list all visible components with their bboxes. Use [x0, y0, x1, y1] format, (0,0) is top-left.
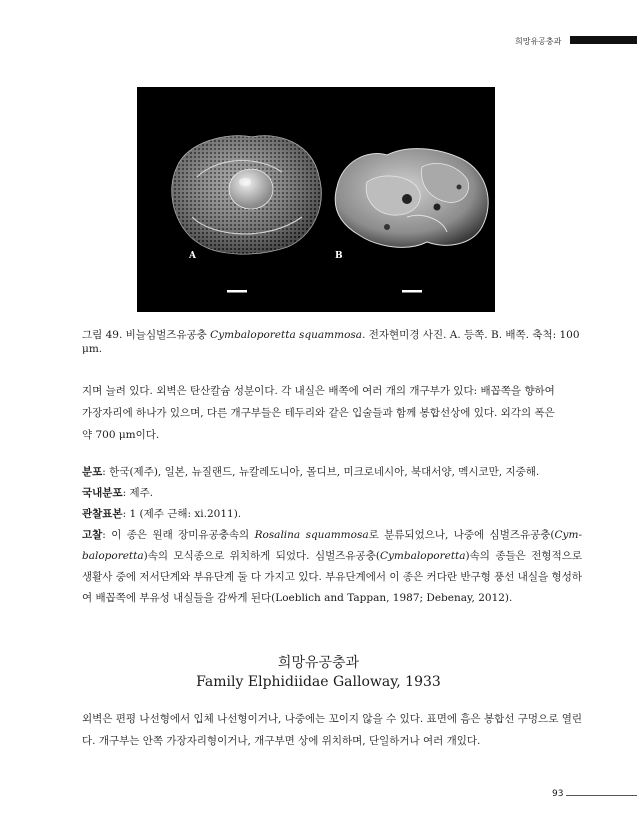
- description-line-1: 지며 늘려 있다. 외벽은 탄산칼슘 성분이다. 각 내실은 배쪽에 여러 개의 개구부가 있다: 배꼽쪽을 향하여: [82, 385, 555, 397]
- remarks-genus-2b: baloporetta: [82, 550, 144, 562]
- section-title-korean: 희망유공충과: [277, 655, 360, 671]
- remarks-genus-2a: Cym-: [554, 529, 582, 541]
- caption-species: Cymbaloporetta squammosa: [210, 329, 363, 341]
- figure-label-a: A: [189, 251, 196, 261]
- specimen-text: : 1 (제주 근해: xi.2011).: [122, 508, 242, 520]
- sem-figure: [137, 87, 495, 312]
- specimen-a-dorsal: [172, 136, 321, 254]
- distribution-label: 분포: [82, 466, 103, 478]
- family-description: 외벽은 편평 나선형에서 입체 나선형이거나, 나중에는 꼬이지 않을 수 있다. 표면에 흠은 봉합선 구멍으로 열린다. 개구부는 안쪽 가장자리형이거나, 개구부면 상에 위치하며, 단일하거나 여러 개있다.: [82, 713, 582, 747]
- domestic-entry: [82, 483, 582, 504]
- sem-micrographs: [137, 87, 495, 312]
- description-paragraph: [82, 380, 582, 446]
- remarks-text-3: )속의 모식종으로 위치하게 되었다. 심벌즈유공충(: [143, 550, 380, 562]
- caption-prefix: 그림 49. 비늘심벌즈유공충: [82, 329, 211, 341]
- description-line-3: 약 700 μm이다.: [82, 429, 160, 441]
- remarks-genus-3: Cymbaloporetta: [379, 550, 466, 562]
- remarks-text-1: : 이 종은 원래 장미유공충속의: [102, 529, 255, 541]
- domestic-label: 국내분포: [82, 487, 123, 499]
- page-number: 93: [552, 789, 564, 799]
- scale-bar-b: [402, 290, 422, 293]
- specimen-entry: [82, 504, 582, 525]
- remarks-text-2: 로 분류되었으나, 나중에 심벌즈유공충(: [368, 529, 555, 541]
- figure-caption: [82, 328, 582, 356]
- domestic-text: : 제주.: [122, 487, 154, 499]
- remarks-label: 고찰: [82, 529, 103, 541]
- distribution-entry: [82, 462, 582, 483]
- running-header: 희망유공충과: [515, 37, 562, 46]
- description-line-2: 가장자리에 하나가 있으며, 다른 개구부들은 테두리와 같은 입술들과 함께 봉합선상에 있다. 외각의 폭은: [82, 407, 555, 419]
- remarks-genus-1: Rosalina squammosa: [254, 529, 369, 541]
- caption-suffix: . 전자현미경 사진. A. 등쪽. B. 배쪽. 축척: 100 μm.: [82, 329, 580, 355]
- remarks-text-4: )속의 종들은 전형적으로 생활사 중에 저서단계와 부유단계 둘 다 가지고 있다. 부유단계에서 이 종은 커다란 반구형 풍선 내실을 형성하여 배꼽쪽에 부유성 내실들을 감싸게 된다(Loeblich and Tappan, 1987; Debenay, 2012).: [82, 550, 582, 604]
- section-title-english: Family Elphidiidae Galloway, 1933: [196, 674, 441, 690]
- header-bar: [570, 36, 637, 44]
- remarks-paragraph: [82, 525, 582, 609]
- footer-rule: [566, 795, 637, 796]
- scale-bar-a: [227, 290, 247, 293]
- figure-label-b: B: [335, 251, 343, 261]
- specimen-b-ventral: [335, 149, 488, 248]
- distribution-text: : 한국(제주), 일본, 뉴질랜드, 뉴칼레도니아, 몰디브, 미크로네시아, 북대서양, 멕시코만, 지중해.: [102, 466, 540, 478]
- specimen-label: 관찰표본: [82, 508, 123, 520]
